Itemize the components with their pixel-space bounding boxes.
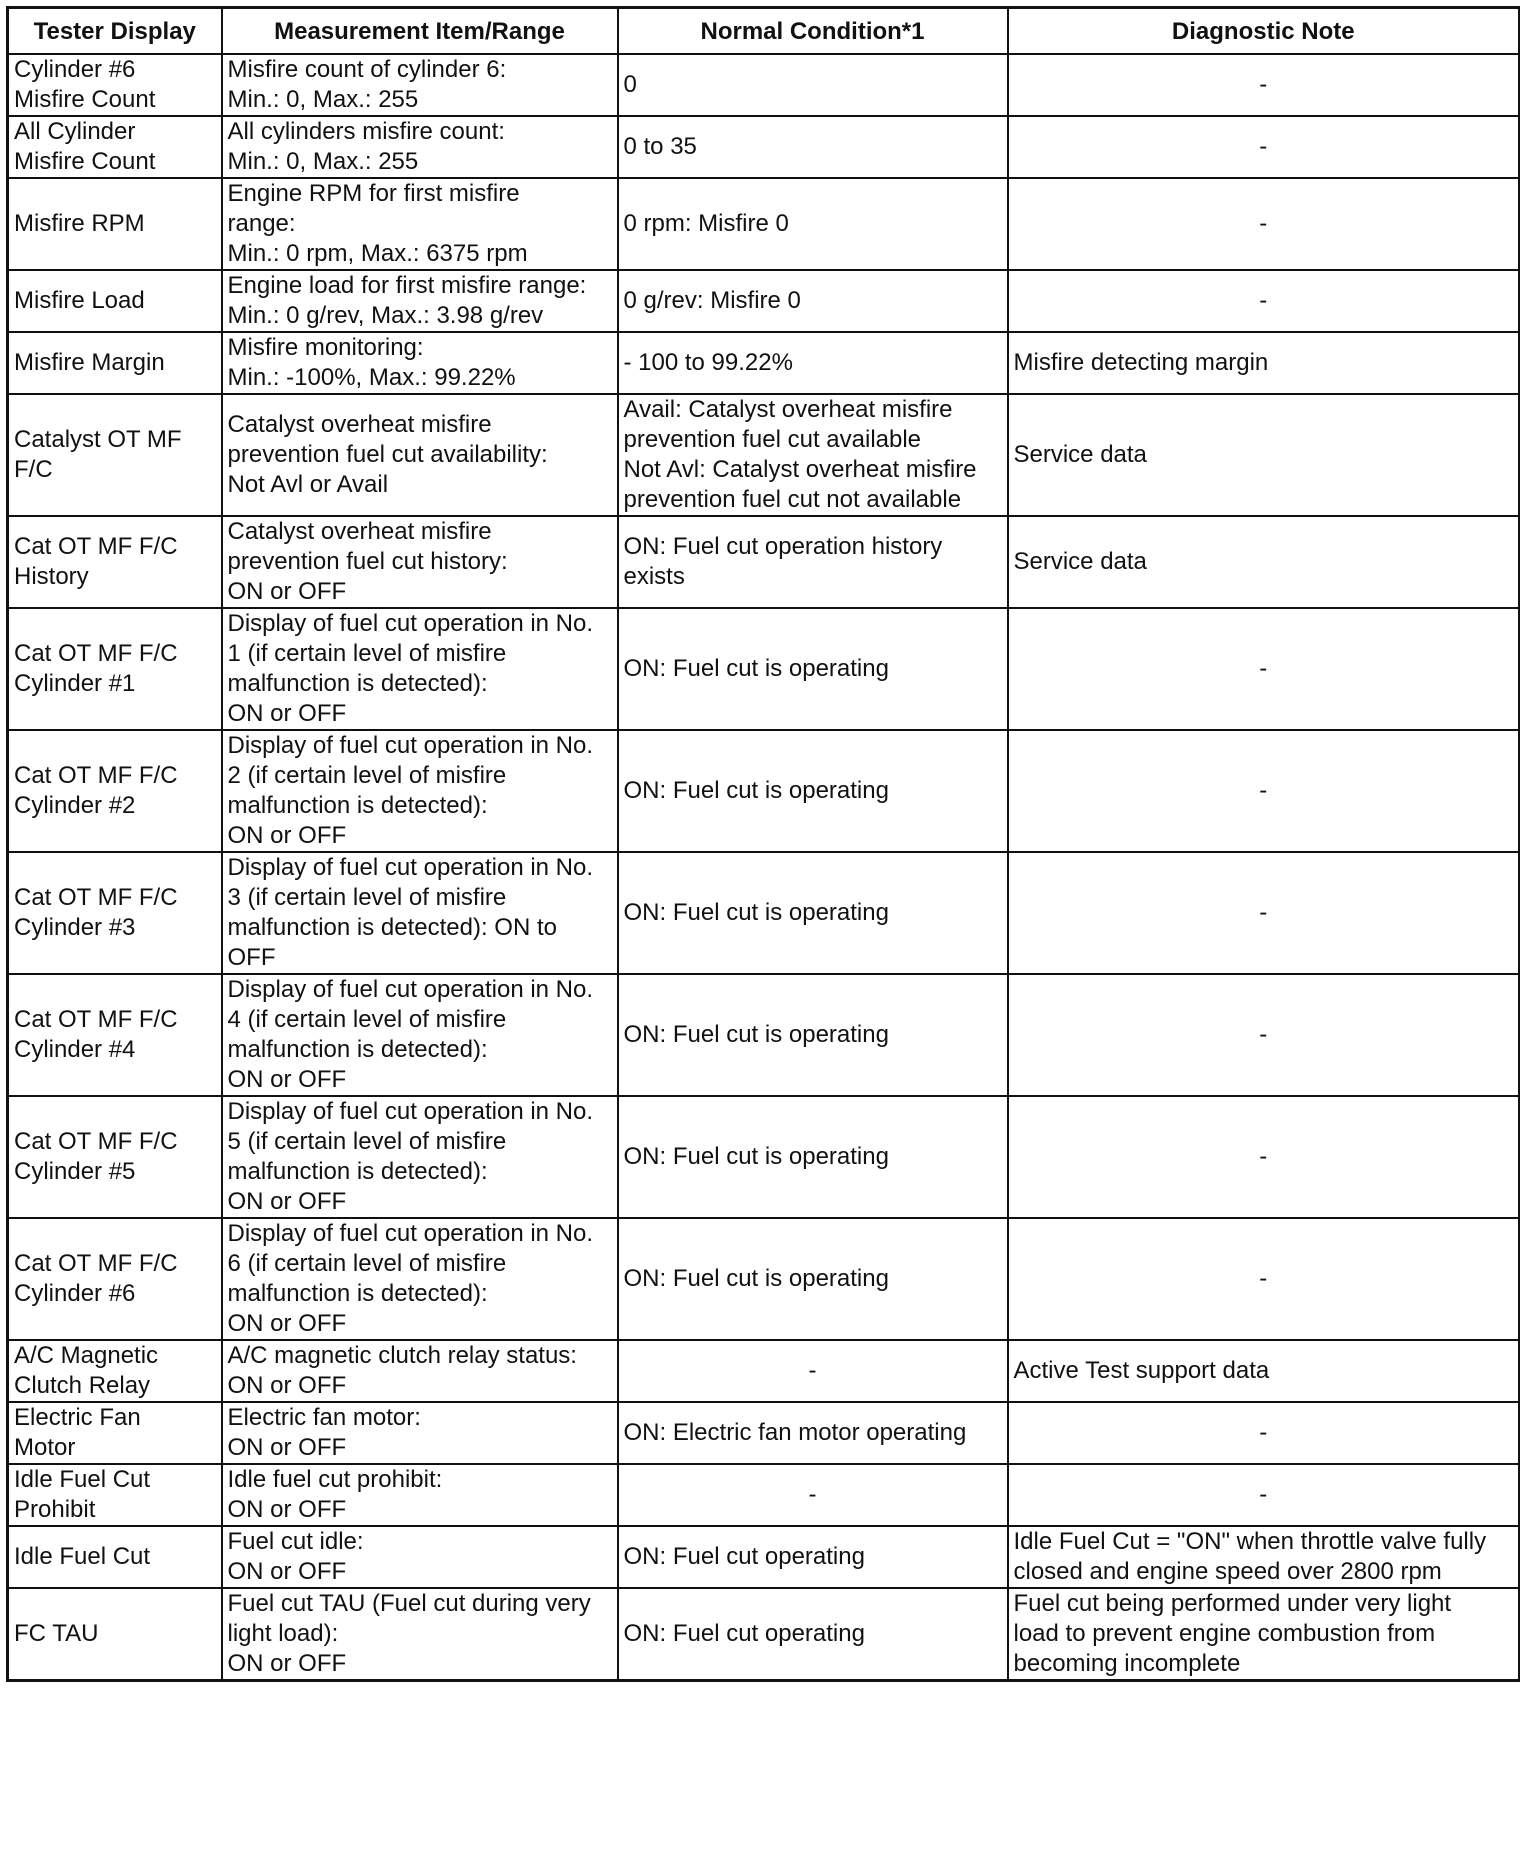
measurement-item-cell: Misfire count of cylinder 6: Min.: 0, Max.: 255 [222, 54, 618, 116]
table-header [8, 8, 1520, 55]
tester-display-cell: Cat OT MF F/C Cylinder #4 [8, 974, 222, 1096]
normal-condition-cell: ON: Fuel cut is operating [618, 974, 1008, 1096]
tester-display-cell: Electric Fan Motor [8, 1402, 222, 1464]
table-row [8, 1340, 1520, 1402]
header-tester-display: Tester Display [8, 8, 222, 55]
table-row [8, 54, 1520, 116]
tester-display-cell: Cat OT MF F/C Cylinder #1 [8, 608, 222, 730]
diagnostic-note-cell: - [1008, 178, 1520, 270]
table-row [8, 1218, 1520, 1340]
measurement-item-cell: A/C magnetic clutch relay status: ON or OFF [222, 1340, 618, 1402]
table-row [8, 394, 1520, 516]
diagnostic-note-cell: - [1008, 54, 1520, 116]
header-normal-condition: Normal Condition*1 [618, 8, 1008, 55]
diagnostic-note-cell: Misfire detecting margin [1008, 332, 1520, 394]
tester-display-cell: Cat OT MF F/C Cylinder #6 [8, 1218, 222, 1340]
measurement-item-cell: Fuel cut TAU (Fuel cut during very light load): ON or OFF [222, 1588, 618, 1681]
normal-condition-cell: ON: Fuel cut is operating [618, 730, 1008, 852]
measurement-item-cell: Catalyst overheat misfire prevention fuel cut history: ON or OFF [222, 516, 618, 608]
table-row [8, 1588, 1520, 1681]
table-row [8, 1526, 1520, 1588]
measurement-item-cell: All cylinders misfire count: Min.: 0, Max.: 255 [222, 116, 618, 178]
diagnostic-note-cell: - [1008, 852, 1520, 974]
normal-condition-cell: 0 rpm: Misfire 0 [618, 178, 1008, 270]
measurement-item-cell: Display of fuel cut operation in No. 4 (if certain level of misfire malfunction is detected): ON or OFF [222, 974, 618, 1096]
table-row [8, 116, 1520, 178]
tester-display-cell: Catalyst OT MF F/C [8, 394, 222, 516]
normal-condition-cell: - [618, 1464, 1008, 1526]
tester-display-cell: All Cylinder Misfire Count [8, 116, 222, 178]
measurement-item-cell: Engine RPM for first misfire range: Min.: 0 rpm, Max.: 6375 rpm [222, 178, 618, 270]
diagnostic-note-cell: - [1008, 116, 1520, 178]
normal-condition-cell: 0 g/rev: Misfire 0 [618, 270, 1008, 332]
data-list-table [6, 6, 1520, 1682]
header-measurement-item-range: Measurement Item/Range [222, 8, 618, 55]
normal-condition-cell: ON: Fuel cut is operating [618, 852, 1008, 974]
measurement-item-cell: Display of fuel cut operation in No. 6 (if certain level of misfire malfunction is detected): ON or OFF [222, 1218, 618, 1340]
diagnostic-note-cell: - [1008, 608, 1520, 730]
tester-display-cell: Misfire Margin [8, 332, 222, 394]
diagnostic-note-cell: - [1008, 1464, 1520, 1526]
normal-condition-cell: - [618, 1340, 1008, 1402]
table-row [8, 178, 1520, 270]
tester-display-cell: Misfire Load [8, 270, 222, 332]
table-body [8, 54, 1520, 1681]
normal-condition-cell: ON: Fuel cut operating [618, 1526, 1008, 1588]
normal-condition-cell: 0 to 35 [618, 116, 1008, 178]
table-row [8, 608, 1520, 730]
diagnostic-note-cell: - [1008, 730, 1520, 852]
table-row [8, 730, 1520, 852]
measurement-item-cell: Engine load for first misfire range: Min.: 0 g/rev, Max.: 3.98 g/rev [222, 270, 618, 332]
tester-display-cell: Cat OT MF F/C History [8, 516, 222, 608]
diagnostic-note-cell: - [1008, 1096, 1520, 1218]
diagnostic-note-cell: Fuel cut being performed under very light load to prevent engine combustion from becoming incomplete [1008, 1588, 1520, 1681]
measurement-item-cell: Misfire monitoring: Min.: -100%, Max.: 99.22% [222, 332, 618, 394]
tester-display-cell: FC TAU [8, 1588, 222, 1681]
normal-condition-cell: ON: Fuel cut is operating [618, 1218, 1008, 1340]
tester-display-cell: Idle Fuel Cut Prohibit [8, 1464, 222, 1526]
table-row [8, 332, 1520, 394]
normal-condition-cell: ON: Fuel cut operating [618, 1588, 1008, 1681]
diagnostic-note-cell: Idle Fuel Cut = "ON" when throttle valve fully closed and engine speed over 2800 rpm [1008, 1526, 1520, 1588]
measurement-item-cell: Fuel cut idle: ON or OFF [222, 1526, 618, 1588]
diagnostic-note-cell: - [1008, 270, 1520, 332]
normal-condition-cell: - 100 to 99.22% [618, 332, 1008, 394]
table-row [8, 1096, 1520, 1218]
header-row [8, 8, 1520, 55]
normal-condition-cell: ON: Fuel cut is operating [618, 1096, 1008, 1218]
normal-condition-cell: ON: Electric fan motor operating [618, 1402, 1008, 1464]
measurement-item-cell: Catalyst overheat misfire prevention fuel cut availability: Not Avl or Avail [222, 394, 618, 516]
measurement-item-cell: Electric fan motor: ON or OFF [222, 1402, 618, 1464]
normal-condition-cell: ON: Fuel cut operation history exists [618, 516, 1008, 608]
table-row [8, 270, 1520, 332]
measurement-item-cell: Display of fuel cut operation in No. 5 (if certain level of misfire malfunction is detected): ON or OFF [222, 1096, 618, 1218]
normal-condition-cell: ON: Fuel cut is operating [618, 608, 1008, 730]
table-row [8, 1402, 1520, 1464]
normal-condition-cell: Avail: Catalyst overheat misfire prevention fuel cut available Not Avl: Catalyst overheat misfire prevention fuel cut not available [618, 394, 1008, 516]
diagnostic-note-cell: - [1008, 974, 1520, 1096]
measurement-item-cell: Display of fuel cut operation in No. 2 (if certain level of misfire malfunction is detected): ON or OFF [222, 730, 618, 852]
diagnostic-note-cell: - [1008, 1402, 1520, 1464]
table-row [8, 516, 1520, 608]
measurement-item-cell: Display of fuel cut operation in No. 3 (if certain level of misfire malfunction is detected): ON to OFF [222, 852, 618, 974]
tester-display-cell: Cat OT MF F/C Cylinder #3 [8, 852, 222, 974]
tester-display-cell: A/C Magnetic Clutch Relay [8, 1340, 222, 1402]
header-diagnostic-note: Diagnostic Note [1008, 8, 1520, 55]
diagnostic-note-cell: Active Test support data [1008, 1340, 1520, 1402]
tester-display-cell: Cat OT MF F/C Cylinder #5 [8, 1096, 222, 1218]
diagnostic-note-cell: Service data [1008, 516, 1520, 608]
diagnostic-note-cell: Service data [1008, 394, 1520, 516]
diagnostic-note-cell: - [1008, 1218, 1520, 1340]
measurement-item-cell: Idle fuel cut prohibit: ON or OFF [222, 1464, 618, 1526]
tester-display-cell: Cat OT MF F/C Cylinder #2 [8, 730, 222, 852]
tester-display-cell: Misfire RPM [8, 178, 222, 270]
measurement-item-cell: Display of fuel cut operation in No. 1 (if certain level of misfire malfunction is detected): ON or OFF [222, 608, 618, 730]
tester-display-cell: Idle Fuel Cut [8, 1526, 222, 1588]
table-row [8, 852, 1520, 974]
tester-display-cell: Cylinder #6 Misfire Count [8, 54, 222, 116]
table-row [8, 974, 1520, 1096]
table-row [8, 1464, 1520, 1526]
normal-condition-cell: 0 [618, 54, 1008, 116]
